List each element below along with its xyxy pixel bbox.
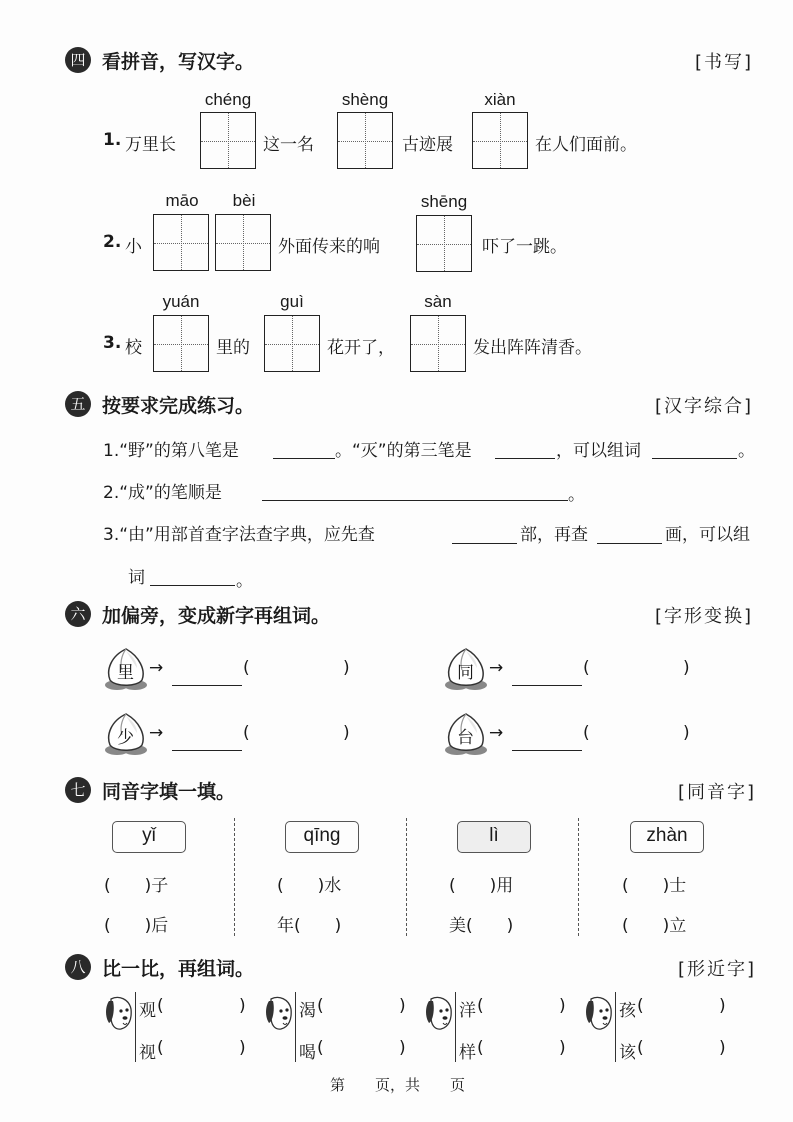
section-title: 加偏旁，变成新字再组词。 <box>102 605 331 627</box>
close-paren: ) <box>683 658 690 678</box>
question-text: 1.“野”的第八笔是 <box>103 441 239 461</box>
sentence-text: 小 <box>125 237 142 257</box>
pinyin: bèi <box>232 191 256 210</box>
fill-item[interactable]: 美( ) <box>449 916 514 936</box>
question-text: 画，可以组 <box>665 525 750 545</box>
sentence-text: 花开了， <box>327 338 395 358</box>
writing-box[interactable] <box>200 112 256 169</box>
sentence-text: 万里长 <box>125 135 176 155</box>
close-paren: ) <box>399 1038 406 1058</box>
open-paren: ( <box>243 658 250 678</box>
arrow-icon: → <box>149 658 164 678</box>
section-number-badge: 四 <box>65 47 91 73</box>
base-character: 台 <box>457 728 474 748</box>
word-answer-field[interactable] <box>258 654 338 682</box>
new-character-blank[interactable] <box>172 749 242 751</box>
question-text: 词 <box>128 568 145 588</box>
open-paren: ( <box>583 658 590 678</box>
word-answer-field[interactable] <box>258 719 338 747</box>
fill-item[interactable]: 年( ) <box>277 916 342 936</box>
page-footer: 第 页，共 页 <box>330 1076 466 1094</box>
word-answer-field[interactable] <box>487 994 557 1020</box>
question-text: 。“灭”的第三笔是 <box>335 441 472 461</box>
close-paren: ) <box>343 658 350 678</box>
question-text: 部，再查 <box>520 525 588 545</box>
word-answer-field[interactable] <box>167 994 237 1020</box>
pinyin-card: zhàn <box>630 821 704 853</box>
column-divider <box>578 818 579 936</box>
close-paren: ) <box>239 1038 246 1058</box>
section-tag: [同音字] <box>678 782 757 803</box>
sentence-text: 古迹展 <box>402 135 453 155</box>
answer-blank[interactable] <box>273 457 335 459</box>
open-paren: ( <box>157 996 164 1016</box>
word-answer-field[interactable] <box>598 719 678 747</box>
word-answer-field[interactable] <box>487 1036 557 1062</box>
answer-blank[interactable] <box>262 499 568 501</box>
question-number: 2. <box>103 232 122 252</box>
divider-line <box>615 992 616 1062</box>
question-number: 3. <box>103 333 122 353</box>
close-paren: ) <box>559 996 566 1016</box>
section-title: 看拼音，写汉字。 <box>102 51 255 73</box>
section-tag: [字形变换] <box>655 606 754 627</box>
similar-character: 洋 <box>459 1001 476 1021</box>
close-paren: ) <box>719 1038 726 1058</box>
answer-blank[interactable] <box>597 542 662 544</box>
writing-box[interactable] <box>215 214 271 271</box>
question-text: 3.“由”用部首查字法查字典，应先查 <box>103 525 375 545</box>
pinyin: shēng <box>420 192 468 211</box>
open-paren: ( <box>317 1038 324 1058</box>
word-answer-field[interactable] <box>327 994 397 1020</box>
similar-character: 渴 <box>299 1001 316 1021</box>
pinyin: xiàn <box>484 90 516 109</box>
sentence-text: 发出阵阵清香。 <box>473 338 592 358</box>
question-text: ，可以组词 <box>556 441 641 461</box>
similar-character: 喝 <box>299 1043 316 1063</box>
new-character-blank[interactable] <box>512 749 582 751</box>
word-answer-field[interactable] <box>647 994 717 1020</box>
open-paren: ( <box>157 1038 164 1058</box>
fill-item[interactable]: ( )后 <box>104 916 169 936</box>
new-character-blank[interactable] <box>512 684 582 686</box>
open-paren: ( <box>477 996 484 1016</box>
open-paren: ( <box>317 996 324 1016</box>
close-paren: ) <box>719 996 726 1016</box>
writing-box[interactable] <box>416 215 472 272</box>
fill-item[interactable]: ( )立 <box>622 916 687 936</box>
pinyin-card: yǐ <box>112 821 186 853</box>
open-paren: ( <box>243 723 250 743</box>
word-answer-field[interactable] <box>598 654 678 682</box>
similar-character: 该 <box>619 1043 636 1063</box>
dog-icon <box>585 995 615 1037</box>
writing-box[interactable] <box>472 112 528 169</box>
fill-item[interactable]: ( )水 <box>277 876 342 896</box>
pinyin-card: qīng <box>285 821 359 853</box>
section-number-badge: 五 <box>65 391 91 417</box>
close-paren: ) <box>683 723 690 743</box>
section-title: 同音字填一填。 <box>102 781 236 803</box>
open-paren: ( <box>583 723 590 743</box>
question-text: 。 <box>568 485 585 505</box>
question-text: 2.“成”的笔顺是 <box>103 483 222 503</box>
divider-line <box>135 992 136 1062</box>
writing-box[interactable] <box>337 112 393 169</box>
section-number-badge: 八 <box>65 954 91 980</box>
divider-line <box>455 992 456 1062</box>
sentence-text: 在人们面前。 <box>535 135 637 155</box>
arrow-icon: → <box>489 658 504 678</box>
dog-icon <box>265 995 295 1037</box>
arrow-icon: → <box>489 723 504 743</box>
dog-icon <box>425 995 455 1037</box>
answer-blank[interactable] <box>150 584 235 586</box>
pinyin: māo <box>165 191 199 210</box>
similar-character: 视 <box>139 1043 156 1063</box>
pinyin: sàn <box>424 292 452 311</box>
writing-box[interactable] <box>410 315 466 372</box>
arrow-icon: → <box>149 723 164 743</box>
similar-character: 孩 <box>619 1001 636 1021</box>
open-paren: ( <box>637 1038 644 1058</box>
answer-blank[interactable] <box>652 457 737 459</box>
section-number-badge: 六 <box>65 601 91 627</box>
pinyin: guì <box>280 292 304 311</box>
word-answer-field[interactable] <box>647 1036 717 1062</box>
question-number: 1. <box>103 130 122 150</box>
similar-character: 样 <box>459 1043 476 1063</box>
pinyin: chéng <box>204 90 252 109</box>
writing-box[interactable] <box>153 214 209 271</box>
close-paren: ) <box>399 996 406 1016</box>
writing-box[interactable] <box>153 315 209 372</box>
word-answer-field[interactable] <box>167 1036 237 1062</box>
sentence-text: 校 <box>125 338 142 358</box>
writing-box[interactable] <box>264 315 320 372</box>
pinyin: yuán <box>162 292 200 311</box>
pinyin: shèng <box>341 90 389 109</box>
word-answer-field[interactable] <box>327 1036 397 1062</box>
question-text: 。 <box>236 571 253 591</box>
section-tag: [汉字综合] <box>655 396 754 417</box>
answer-blank[interactable] <box>452 542 517 544</box>
base-character: 同 <box>457 663 474 683</box>
section-tag: [形近字] <box>678 959 757 980</box>
fill-item[interactable]: ( )用 <box>449 876 514 896</box>
open-paren: ( <box>637 996 644 1016</box>
fill-item[interactable]: ( )士 <box>622 876 687 896</box>
sentence-text: 吓了一跳。 <box>482 237 567 257</box>
pinyin-card: lì <box>457 821 531 853</box>
base-character: 少 <box>117 728 134 748</box>
fill-item[interactable]: ( )子 <box>104 876 169 896</box>
column-divider <box>406 818 407 936</box>
dog-icon <box>105 995 135 1037</box>
sentence-text: 这一名 <box>263 135 314 155</box>
answer-blank[interactable] <box>495 457 555 459</box>
close-paren: ) <box>343 723 350 743</box>
close-paren: ) <box>239 996 246 1016</box>
sentence-text: 外面传来的响 <box>278 237 380 257</box>
section-number-badge: 七 <box>65 777 91 803</box>
sentence-text: 里的 <box>216 338 250 358</box>
close-paren: ) <box>559 1038 566 1058</box>
new-character-blank[interactable] <box>172 684 242 686</box>
question-text: 。 <box>738 441 755 461</box>
divider-line <box>295 992 296 1062</box>
open-paren: ( <box>477 1038 484 1058</box>
section-title: 比一比，再组词。 <box>102 958 255 980</box>
section-title: 按要求完成练习。 <box>102 395 255 417</box>
section-tag: [书写] <box>695 52 754 73</box>
base-character: 里 <box>117 663 134 683</box>
column-divider <box>234 818 235 936</box>
similar-character: 观 <box>139 1001 156 1021</box>
